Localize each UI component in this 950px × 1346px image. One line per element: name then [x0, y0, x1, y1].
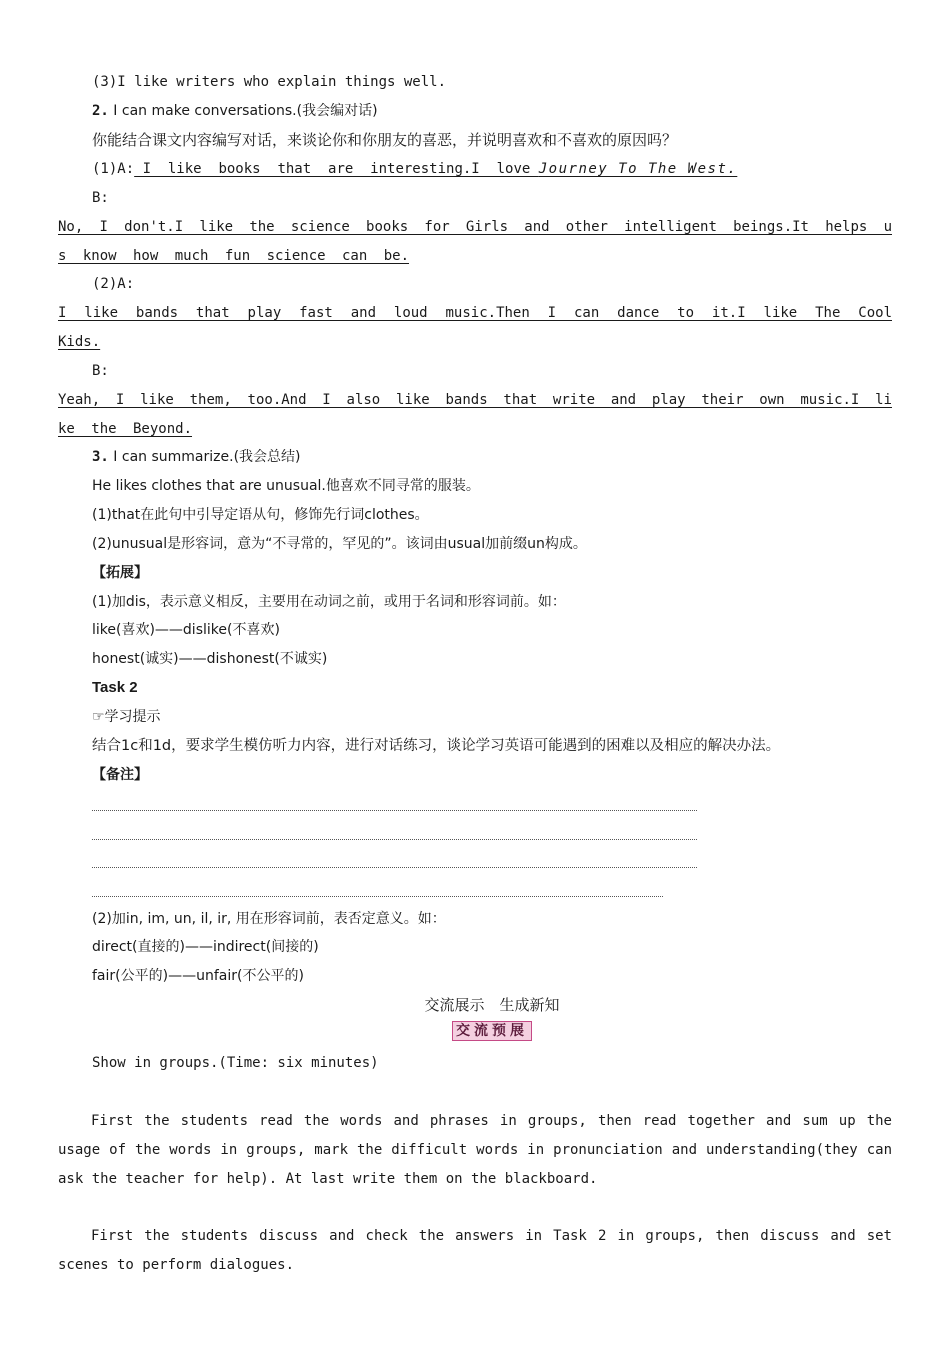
speaker-label: (1)A:: [92, 161, 135, 177]
text-line: direct(直接的)——indirect(间接的): [92, 939, 319, 955]
text-line: (3)I like writers who explain things well.: [92, 74, 447, 90]
section-badge: 交流预展: [452, 1021, 532, 1041]
answer-line: Kids.: [58, 334, 101, 350]
speaker-label: B:: [92, 190, 109, 206]
extension-heading: 【拓展】: [92, 565, 148, 581]
answer-line: No, I don't.I like the science books for Girls and other intelligent beings.It helps u: [58, 219, 892, 235]
answer-line: s know how much fun science can be.: [58, 248, 410, 264]
text-line: like(喜欢)——dislike(不喜欢): [92, 622, 280, 638]
notes-dotted-line: [92, 839, 697, 840]
text-line: (1)that在此句中引导定语从句，修饰先行词clothes。: [92, 507, 429, 523]
notes-dotted-line: [92, 896, 663, 897]
speaker-label: B:: [92, 363, 109, 379]
notes-dotted-line: [92, 867, 697, 868]
text-line: 结合1c和1d，要求学生模仿听力内容，进行对话练习，谈论学习英语可能遇到的困难以及相应的解决办法。: [92, 738, 781, 754]
section-3-title: [92, 447, 301, 467]
answer-line: Yeah, I like them, too.And I also like bands that write and play their own music.I li: [58, 392, 892, 408]
section-heading: 交流展示 生成新知: [424, 996, 560, 1014]
answer-line: I like bands that play fast and loud music.Then I can dance to it.I like The Cool: [58, 305, 892, 321]
text-line: 你能结合课文内容编写对话，来谈论你和你朋友的喜恶，并说明喜欢和不喜欢的原因吗？: [92, 131, 678, 149]
notes-dotted-line: [92, 810, 697, 811]
task-heading: Task 2: [92, 679, 138, 696]
dialogue-1-a: [92, 159, 737, 179]
text-line: (2)加in, im, un, il, ir, 用在形容词前，表否定意义。如：: [92, 911, 446, 927]
answer-line: ke the Beyond.: [58, 421, 193, 437]
text-line: (2)unusual是形容词，意为“不寻常的，罕见的”。该词由usual加前缀un构成。: [92, 536, 587, 552]
paragraph: First the students discuss and check the answers in Task 2 in groups, then discuss and set scenes to perform dialogues.: [58, 1228, 892, 1273]
text-line: He likes clothes that are unusual.他喜欢不同寻常的服装。: [92, 478, 480, 494]
paragraph: First the students read the words and phrases in groups, then read together and sum up the usage of the words in groups, mark the difficult words in pronunciation and understanding(they can ask the teacher for help). At last write them on the blackboard.: [58, 1113, 892, 1187]
text-line: Show in groups.(Time: six minutes): [92, 1055, 379, 1071]
speaker-label: (2)A:: [92, 276, 135, 292]
text-line: honest(诚实)——dishonest(不诚实): [92, 651, 328, 667]
section-title-text: I can make conversations.(我会编对话): [108, 103, 378, 119]
text-line: (1)加dis，表示意义相反，主要用在动词之前，或用于名词和形容词前。如：: [92, 594, 566, 610]
section-number: 2.: [92, 103, 109, 119]
section-number: 3.: [92, 449, 109, 465]
study-tip-heading: ☞学习提示: [92, 709, 161, 725]
section-title-text: I can summarize.(我会总结): [108, 449, 301, 465]
answer-text: I like books that are interesting.I love: [134, 161, 539, 177]
text-line: fair(公平的)——unfair(不公平的): [92, 968, 304, 984]
section-2-title: [92, 101, 378, 121]
notes-heading: 【备注】: [92, 767, 148, 783]
answer-text-italic: Journey To The West.: [538, 161, 738, 177]
